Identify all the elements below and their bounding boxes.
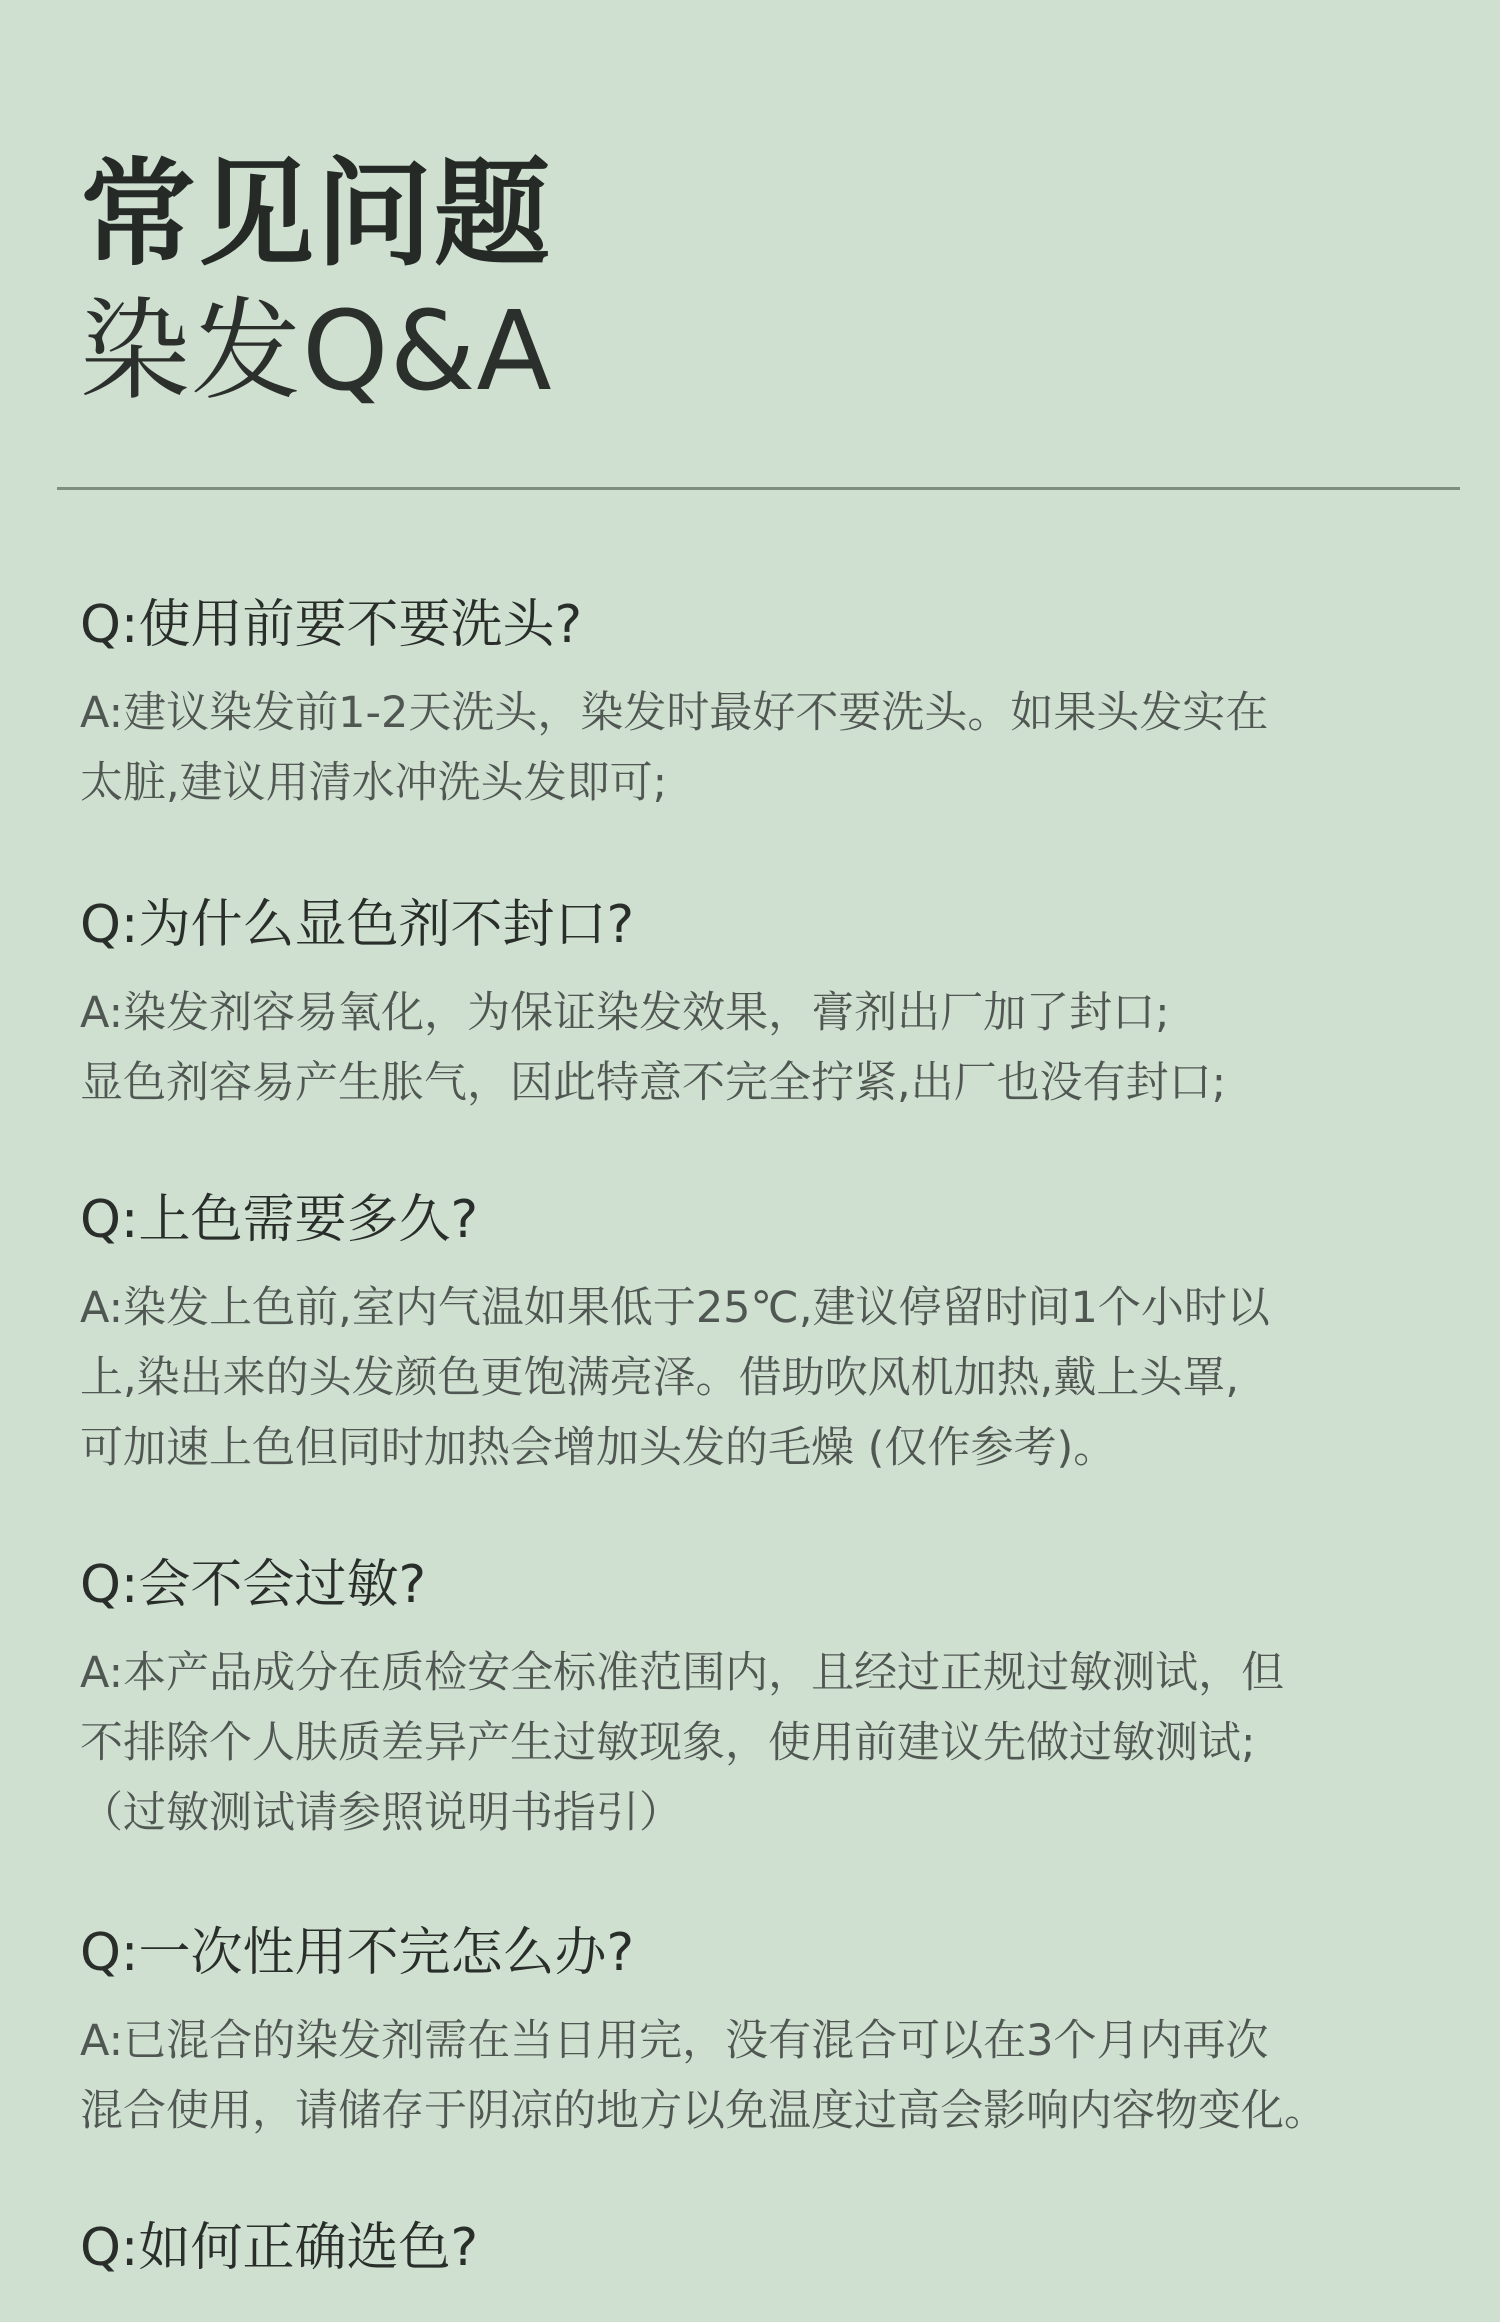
question: Q:如何正确选色?: [80, 2218, 479, 2278]
question: Q:会不会过敏?: [80, 1555, 427, 1615]
question: Q:上色需要多久?: [80, 1190, 479, 1250]
qa-item: [80, 1918, 1460, 2213]
page-title: 常见问题: [80, 147, 552, 282]
answer-line: A:建议染发前1-2天洗头，染发时最好不要洗头。如果头发实在: [80, 688, 1269, 738]
answer-line: （过敏测试请参照说明书指引）: [80, 1788, 682, 1838]
qa-item: [80, 2213, 1460, 2283]
answer-line: A:已混合的染发剂需在当日用完，没有混合可以在3个月内再次: [80, 2016, 1269, 2066]
page-subtitle: 染发Q&A: [80, 287, 553, 415]
question: Q:一次性用不完怎么办?: [80, 1923, 635, 1983]
answer-line: 可加速上色但同时加热会增加头发的毛燥 (仅作参考)。: [80, 1423, 1117, 1473]
answer: [80, 1273, 1460, 1483]
qa-item: [80, 890, 1460, 1185]
answer-line: A:染发剂容易氧化，为保证染发效果，膏剂出厂加了封口;: [80, 988, 1170, 1038]
answer-line: 混合使用，请储存于阴凉的地方以免温度过高会影响内容物变化。: [80, 2086, 1327, 2136]
answer-line: 显色剂容易产生胀气，因此特意不完全拧紧,出厂也没有封口;: [80, 1058, 1227, 1108]
answer: [80, 2006, 1460, 2146]
answer-line: A:染发上色前,室内气温如果低于25℃,建议停留时间1个小时以: [80, 1283, 1270, 1333]
answer: [80, 1638, 1460, 1848]
answer: [80, 678, 1460, 818]
answer: [80, 978, 1460, 1118]
qa-item: [80, 1550, 1460, 1918]
answer-line: A:本产品成分在质检安全标准范围内，且经过正规过敏测试，但: [80, 1648, 1285, 1698]
qa-item: [80, 590, 1460, 890]
answer-line: 太脏,建议用清水冲洗头发即可;: [80, 758, 668, 808]
title-divider: [57, 487, 1460, 490]
answer-line: 不排除个人肤质差异产生过敏现象，使用前建议先做过敏测试;: [80, 1718, 1256, 1768]
answer-line: 上,染出来的头发颜色更饱满亮泽。借助吹风机加热,戴上头罩,: [80, 1353, 1240, 1403]
qa-list: [80, 590, 1460, 2283]
qa-item: [80, 1185, 1460, 1550]
question: Q:使用前要不要洗头?: [80, 595, 583, 655]
title-block: [80, 0, 1416, 415]
question: Q:为什么显色剂不封口?: [80, 895, 635, 955]
